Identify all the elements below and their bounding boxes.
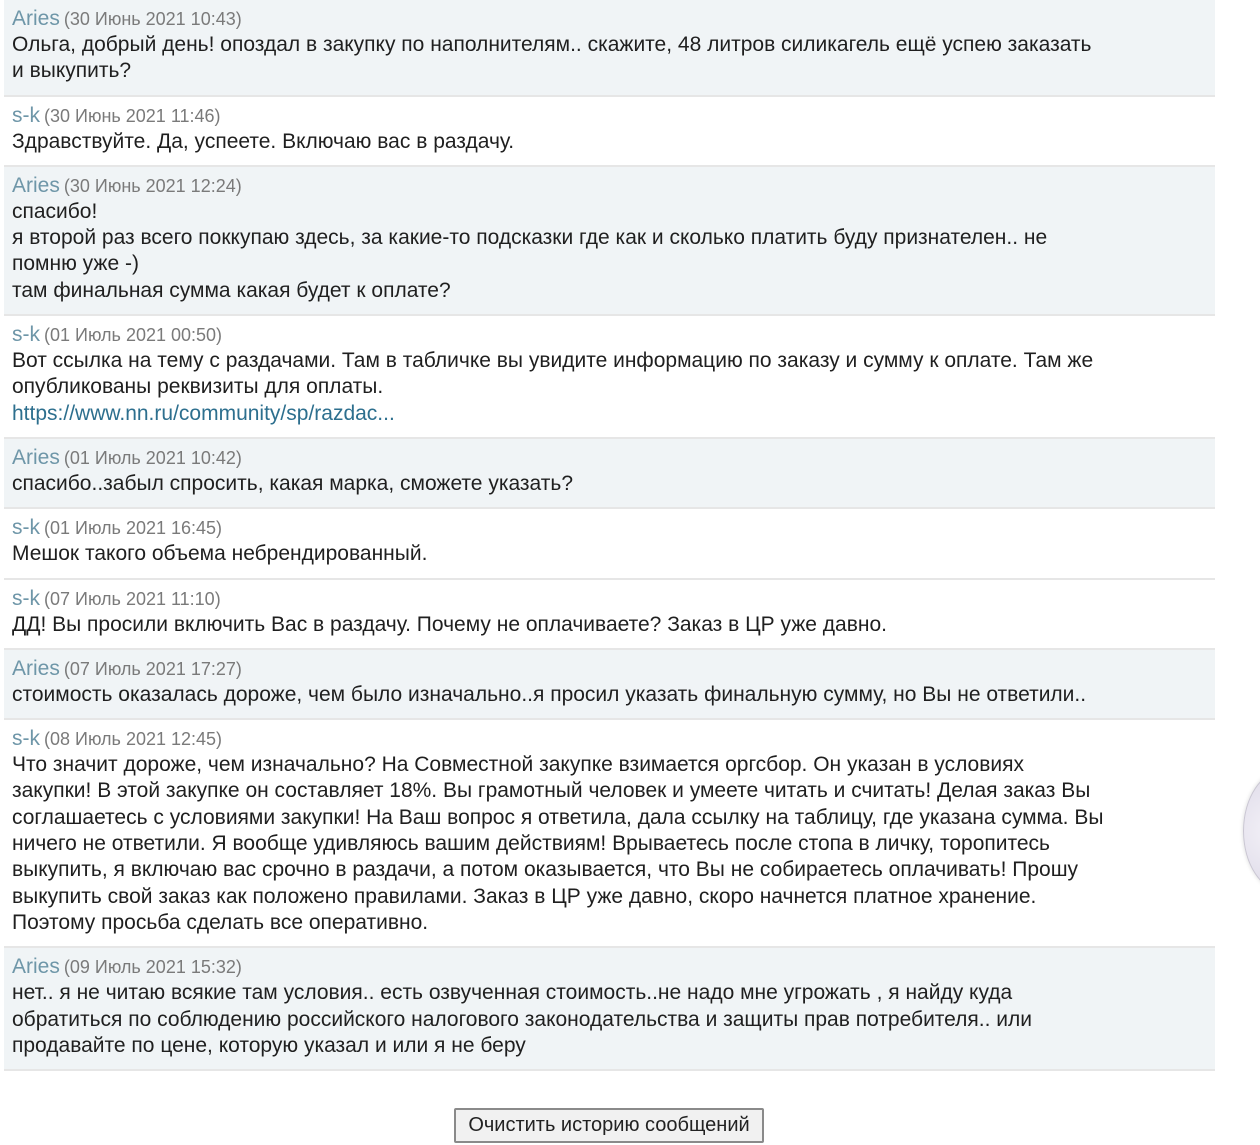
message-item	[4, 509, 1215, 579]
message-body	[12, 471, 1207, 497]
message-header	[12, 515, 1207, 541]
message-text-line: ничего не ответили. Я вообще удивляюсь вашим действиям! Врываетесь после стопа в личку, торопитесь	[12, 832, 1050, 856]
message-body	[12, 32, 1207, 85]
message-timestamp: (30 Июнь 2021 10:43)	[63, 9, 242, 29]
message-text-line: я второй раз всего поккупаю здесь, за какие-то подсказки где как и сколько платить буду признателен.. не	[12, 226, 1048, 250]
message-timestamp: (01 Июль 2021 10:42)	[63, 447, 242, 468]
floating-widget-icon[interactable]	[1243, 770, 1260, 892]
message-body	[12, 129, 1207, 155]
message-author-link[interactable]: s-k	[12, 586, 40, 610]
message-item	[4, 948, 1215, 1071]
message-header	[12, 445, 1207, 471]
message-timestamp: (07 Июль 2021 17:27)	[63, 658, 242, 679]
message-author-link[interactable]: s-k	[12, 103, 40, 127]
footer	[0, 1108, 1218, 1143]
message-author-link[interactable]: Aries	[12, 656, 60, 680]
message-text-line: Поэтому просьба сделать все оперативно.	[12, 910, 429, 934]
message-item	[4, 316, 1215, 439]
message-author-link[interactable]: Aries	[12, 173, 60, 197]
message-timestamp: (07 Июль 2021 11:10)	[44, 588, 221, 609]
message-header	[12, 173, 1207, 199]
message-timestamp: (01 Июль 2021 00:50)	[44, 325, 223, 346]
message-timestamp: (30 Июнь 2021 11:46)	[44, 105, 221, 126]
message-body	[12, 541, 1207, 567]
message-text-line: Ольга, добрый день! опоздал в закупку по наполнителям.. скажите, 48 литров силикагель ещё успею заказать	[12, 33, 1092, 56]
message-body	[12, 348, 1207, 427]
message-text-line: продавайте по цене, которую указал и или я не беру	[12, 1033, 526, 1057]
message-item	[4, 97, 1215, 167]
message-author-link[interactable]: Aries	[12, 7, 60, 30]
message-item	[4, 650, 1215, 720]
message-text-line: выкупить, я включаю вас срочно в раздачи, а потом оказывается, что Вы не собираетесь оплачивать! Прошу	[12, 858, 1079, 882]
message-text-line: закупки! В этой закупке он составляет 18%. Вы грамотный человек и умеете читать и считать! Делая заказ Вы	[12, 779, 1091, 803]
message-item	[4, 0, 1215, 97]
message-body	[12, 752, 1207, 936]
message-item	[4, 720, 1215, 948]
message-timestamp: (09 Июль 2021 15:32)	[63, 957, 242, 978]
message-header	[12, 656, 1207, 682]
message-link[interactable]: https://www.nn.ru/community/sp/razdac...	[12, 401, 395, 425]
message-text-line: спасибо..забыл спросить, какая марка, сможете указать?	[12, 471, 574, 495]
message-text-line: помню уже -)	[12, 252, 139, 276]
message-text-line: нет.. я не читаю всякие там условия.. есть озвученная стоимость..не надо мне угрожать , я найду куда	[12, 981, 1013, 1005]
message-header	[12, 6, 1207, 32]
message-text-line: Что значит дороже, чем изначально? На Совместной закупке взимается оргсбор. Он указан в условиях	[12, 753, 1024, 777]
message-header	[12, 322, 1207, 348]
message-author-link[interactable]: s-k	[12, 323, 40, 347]
message-body	[12, 612, 1207, 638]
message-text-line: и выкупить?	[12, 59, 132, 83]
message-text-line: ДД! Вы просили включить Вас в раздачу. Почему не оплачиваете? Заказ в ЦР уже давно.	[12, 612, 887, 636]
message-thread	[4, 0, 1215, 1071]
message-text-line: обратиться по соблюдению российского налогового законодательства и защиты прав потребителя.. или	[12, 1007, 1033, 1031]
message-text-line: Мешок такого объема небрендированный.	[12, 542, 428, 566]
message-text-line: выкупить свой заказ как положено правилами. Заказ в ЦР уже давно, скоро начнется платное хранение.	[12, 884, 1037, 908]
message-text-line: там финальная сумма какая будет к оплате?	[12, 278, 451, 302]
clear-history-button[interactable]: Очистить историю сообщений	[454, 1108, 763, 1143]
message-body	[12, 682, 1207, 708]
message-item	[4, 580, 1215, 650]
message-text-line: Здравствуйте. Да, успеете. Включаю вас в раздачу.	[12, 129, 515, 153]
message-text-line: стоимость оказалась дороже, чем было изначально..я просил указать финальную сумму, но Вы не ответили..	[12, 682, 1087, 706]
message-timestamp: (30 Июнь 2021 12:24)	[63, 175, 242, 196]
message-header	[12, 954, 1207, 980]
message-timestamp: (01 Июль 2021 16:45)	[44, 518, 223, 539]
message-timestamp: (08 Июль 2021 12:45)	[44, 729, 223, 750]
message-author-link[interactable]: Aries	[12, 955, 60, 979]
message-body	[12, 199, 1207, 304]
message-author-link[interactable]: Aries	[12, 445, 60, 469]
message-text-line: опубликованы реквизиты для оплаты.	[12, 375, 384, 399]
message-header	[12, 586, 1207, 612]
message-item	[4, 439, 1215, 509]
message-author-link[interactable]: s-k	[12, 516, 40, 540]
message-header	[12, 103, 1207, 129]
message-text-line: соглашаетесь с условиями закупки! На Ваш вопрос я ответила, дала ссылку на таблицу, где указана сумма. Вы	[12, 805, 1104, 829]
message-text-line: спасибо!	[12, 199, 98, 223]
message-item	[4, 167, 1215, 316]
message-author-link[interactable]: s-k	[12, 727, 40, 751]
message-body	[12, 980, 1207, 1059]
message-header	[12, 726, 1207, 752]
message-text-line: Вот ссылка на тему с раздачами. Там в табличке вы увидите информацию по заказу и сумму к оплате. Там же	[12, 349, 1094, 373]
